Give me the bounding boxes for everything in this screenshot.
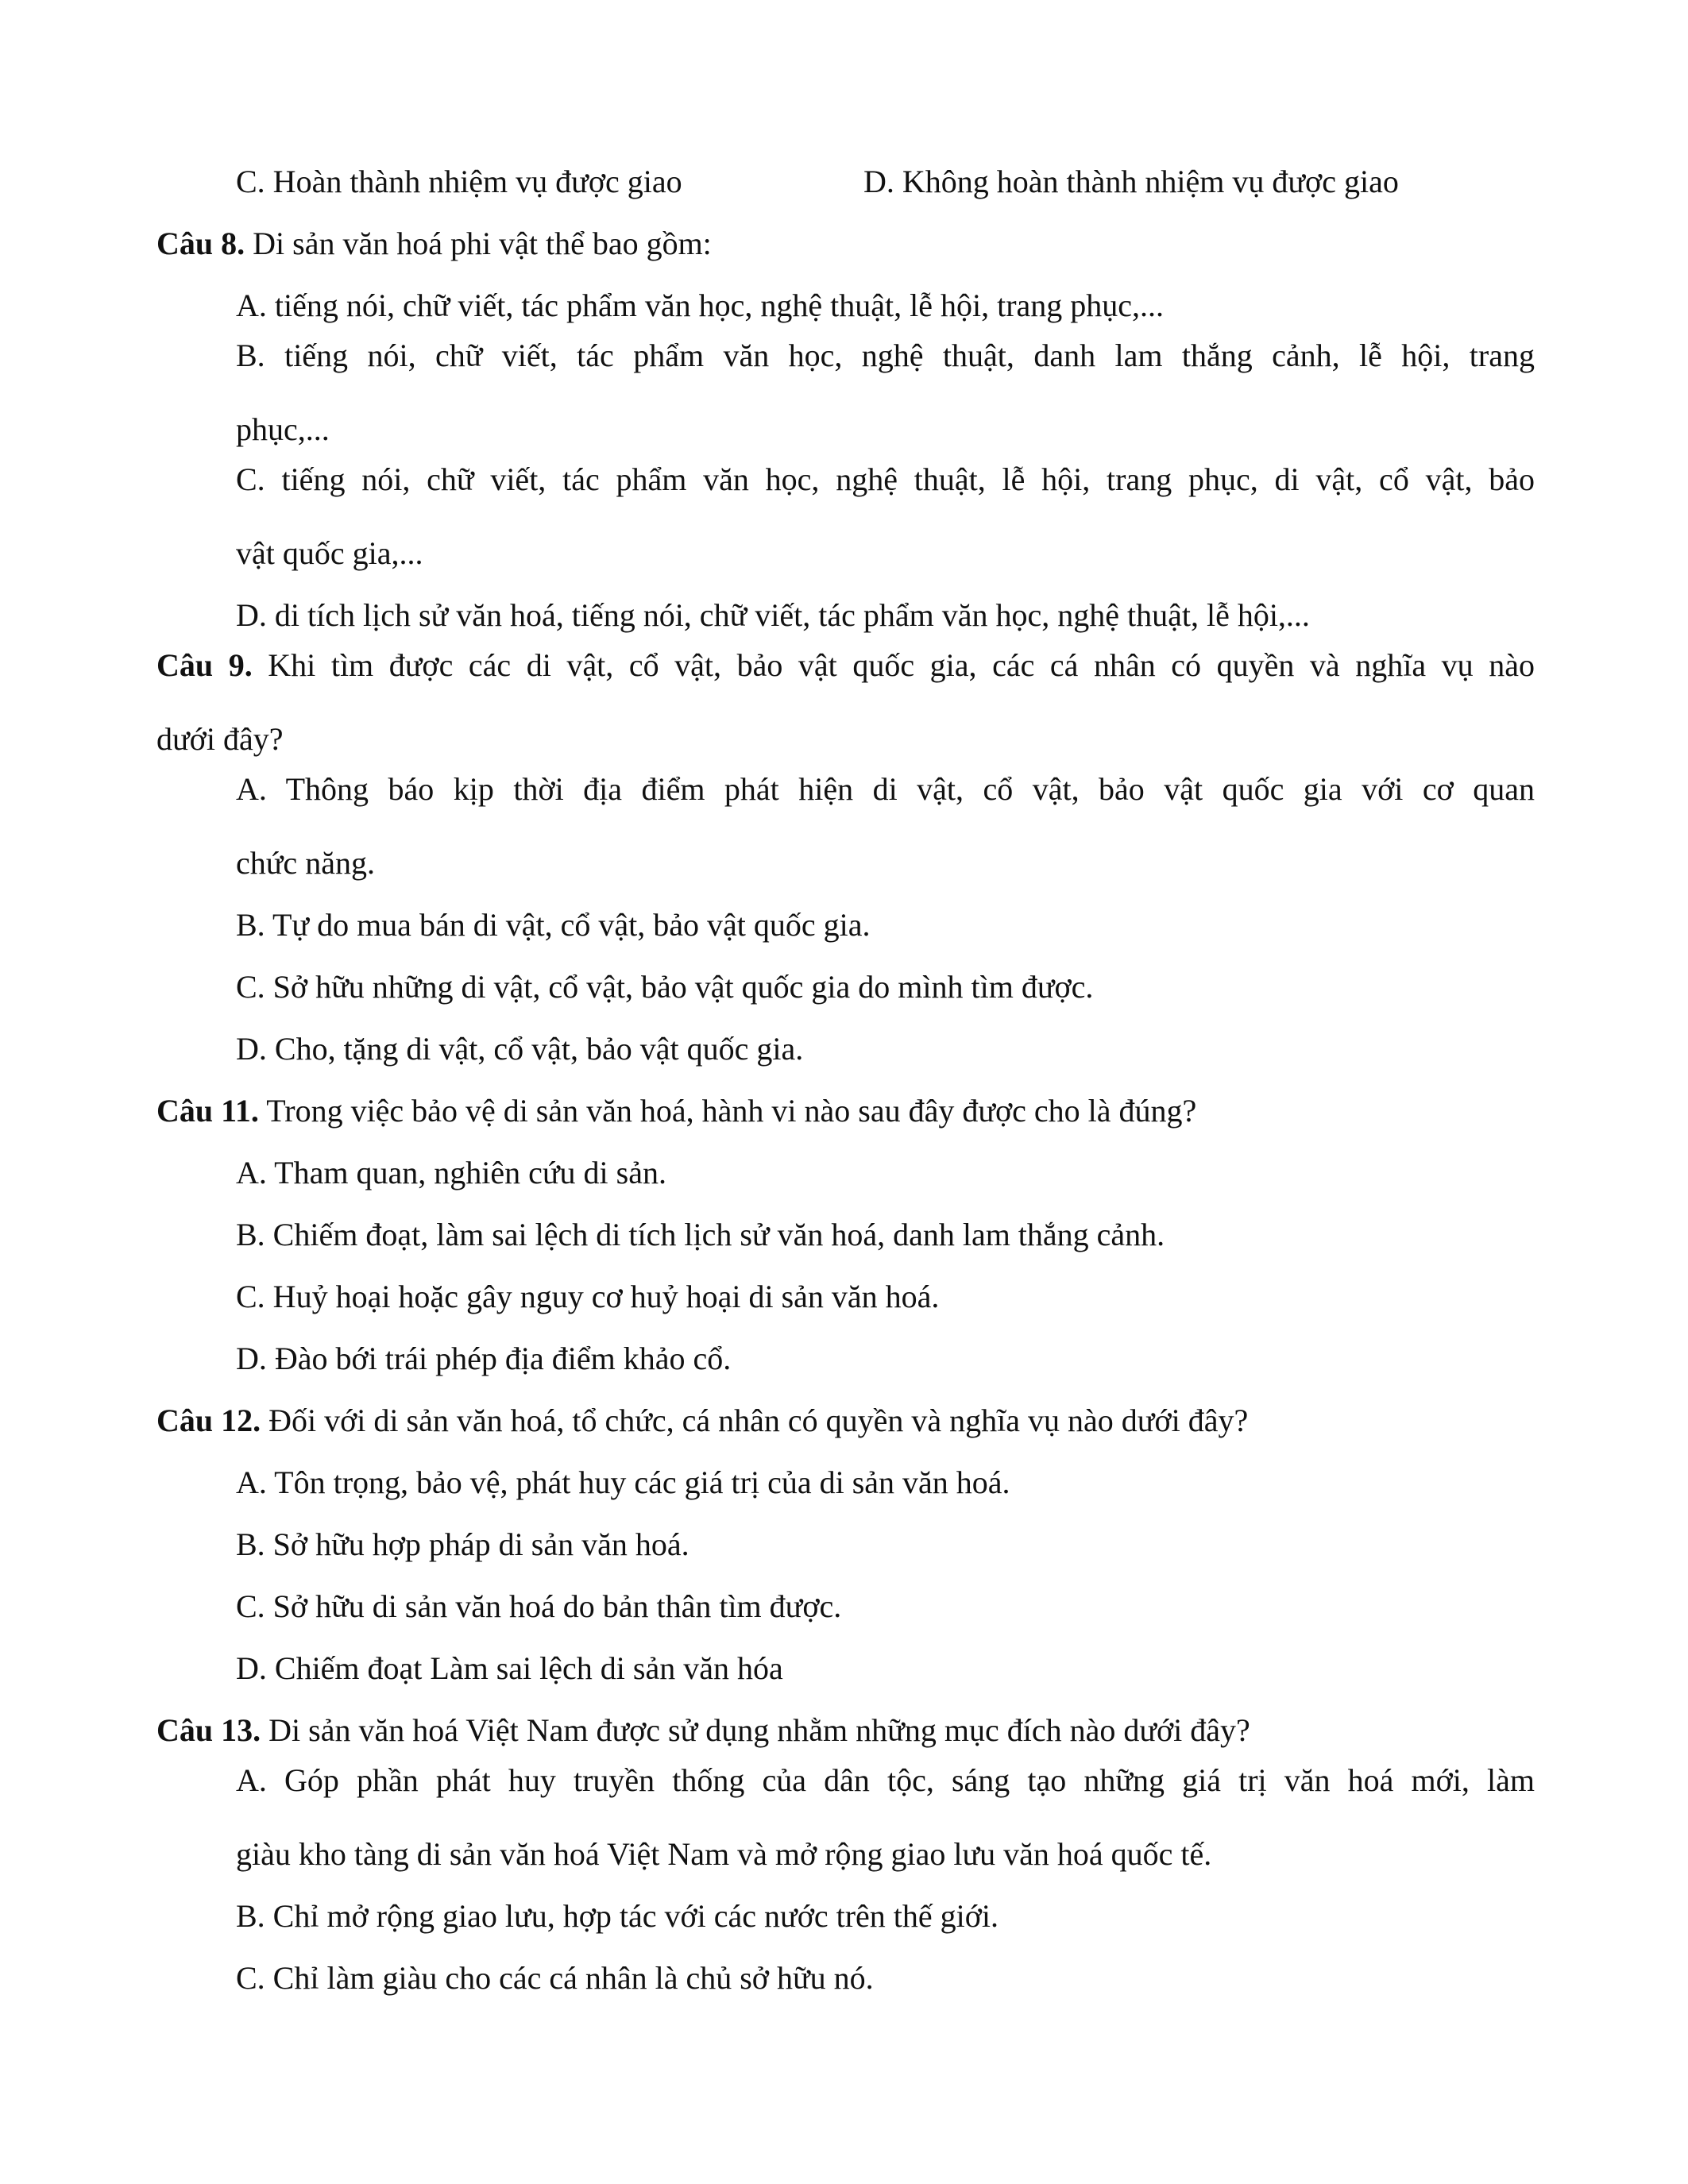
option-c: C. Huỷ hoại hoặc gây nguy cơ huỷ hoại di sản văn hoá. — [236, 1279, 940, 1314]
option-d: D. di tích lịch sử văn hoá, tiếng nói, chữ viết, tác phẩm văn học, nghệ thuật, lễ hội,... — [236, 597, 1310, 633]
question-stem — [156, 1390, 1535, 1452]
option-a — [156, 770, 1535, 894]
option-c: C. Sở hữu di sản văn hoá do bản thân tìm được. — [236, 1588, 842, 1624]
option-a: A. Tham quan, nghiên cứu di sản. — [236, 1155, 666, 1190]
option-c — [156, 461, 1535, 585]
option-text-line: A. Góp phần phát huy truyền thống của dân tộc, sáng tạo những giá trị văn hoá mới, làm — [236, 1762, 1535, 1798]
option-a: A. tiếng nói, chữ viết, tác phẩm văn học, nghệ thuật, lễ hội, trang phục,... — [236, 287, 1165, 323]
option-c-previous: C. Hoàn thành nhiệm vụ được giao — [236, 164, 682, 199]
option-b: B. Chiếm đoạt, làm sai lệch di tích lịch sử văn hoá, danh lam thắng cảnh. — [236, 1217, 1165, 1252]
option-d-previous: D. Không hoàn thành nhiệm vụ được giao — [863, 164, 1399, 199]
option-d: D. Đào bới trái phép địa điểm khảo cổ. — [236, 1341, 732, 1376]
question-11 — [156, 1080, 1535, 1390]
option-text-line: C. tiếng nói, chữ viết, tác phẩm văn học, nghệ thuật, lễ hội, trang phục, di vật, cổ vật, bảo — [236, 461, 1535, 497]
question-9 — [156, 646, 1535, 1080]
option-b — [156, 337, 1535, 461]
option-c: C. Sở hữu những di vật, cổ vật, bảo vật quốc gia do mình tìm được. — [236, 969, 1094, 1005]
option-text-line: giàu kho tàng di sản văn hoá Việt Nam và mở rộng giao lưu văn hoá quốc tế. — [236, 1836, 1212, 1872]
question-number: Câu 11. — [156, 1093, 259, 1129]
option-text-line: chức năng. — [236, 845, 375, 881]
option-text-line: phục,... — [236, 411, 330, 447]
question-13 — [156, 1700, 1535, 2009]
question-text: Khi tìm được các di vật, cổ vật, bảo vật quốc gia, các cá nhân có quyền và nghĩa vụ nào — [252, 647, 1535, 683]
question-12 — [156, 1390, 1535, 1700]
question-text: Di sản văn hoá Việt Nam được sử dụng nhằm những mục đích nào dưới đây? — [261, 1712, 1250, 1748]
option-text-line: B. tiếng nói, chữ viết, tác phẩm văn học, nghệ thuật, danh lam thắng cảnh, lễ hội, trang — [236, 338, 1535, 373]
question-text: Trong việc bảo vệ di sản văn hoá, hành vi nào sau đây được cho là đúng? — [258, 1093, 1197, 1129]
option-a: A. Tôn trọng, bảo vệ, phát huy các giá trị của di sản văn hoá. — [236, 1464, 1010, 1500]
option-b: B. Chỉ mở rộng giao lưu, hợp tác với các nước trên thế giới. — [236, 1898, 999, 1934]
option-a — [156, 1761, 1535, 1885]
question-stem — [156, 1700, 1535, 1761]
option-text-line: vật quốc gia,... — [236, 535, 423, 571]
question-stem — [156, 646, 1535, 708]
question-text-continued: dưới đây? — [156, 721, 284, 757]
option-b: B. Tự do mua bán di vật, cổ vật, bảo vật quốc gia. — [236, 907, 871, 943]
question-number: Câu 9. — [156, 647, 253, 683]
option-d: D. Cho, tặng di vật, cổ vật, bảo vật quốc gia. — [236, 1031, 804, 1067]
option-text-line: A. Thông báo kịp thời địa điểm phát hiện di vật, cổ vật, bảo vật quốc gia với cơ quan — [236, 771, 1535, 807]
question-number: Câu 8. — [156, 226, 245, 261]
previous-question-options — [156, 151, 1535, 213]
question-text: Di sản văn hoá phi vật thể bao gồm: — [245, 226, 712, 261]
question-text: Đối với di sản văn hoá, tổ chức, cá nhân có quyền và nghĩa vụ nào dưới đây? — [261, 1403, 1249, 1438]
question-stem — [156, 213, 1535, 275]
question-number: Câu 13. — [156, 1712, 261, 1748]
document-content — [156, 151, 1535, 2009]
question-number: Câu 12. — [156, 1403, 261, 1438]
option-d: D. Chiếm đoạt Làm sai lệch di sản văn hóa — [236, 1650, 783, 1686]
question-stem — [156, 1080, 1535, 1142]
option-b: B. Sở hữu hợp pháp di sản văn hoá. — [236, 1526, 689, 1562]
question-8 — [156, 213, 1535, 646]
option-c: C. Chỉ làm giàu cho các cá nhân là chủ sở hữu nó. — [236, 1960, 874, 1996]
